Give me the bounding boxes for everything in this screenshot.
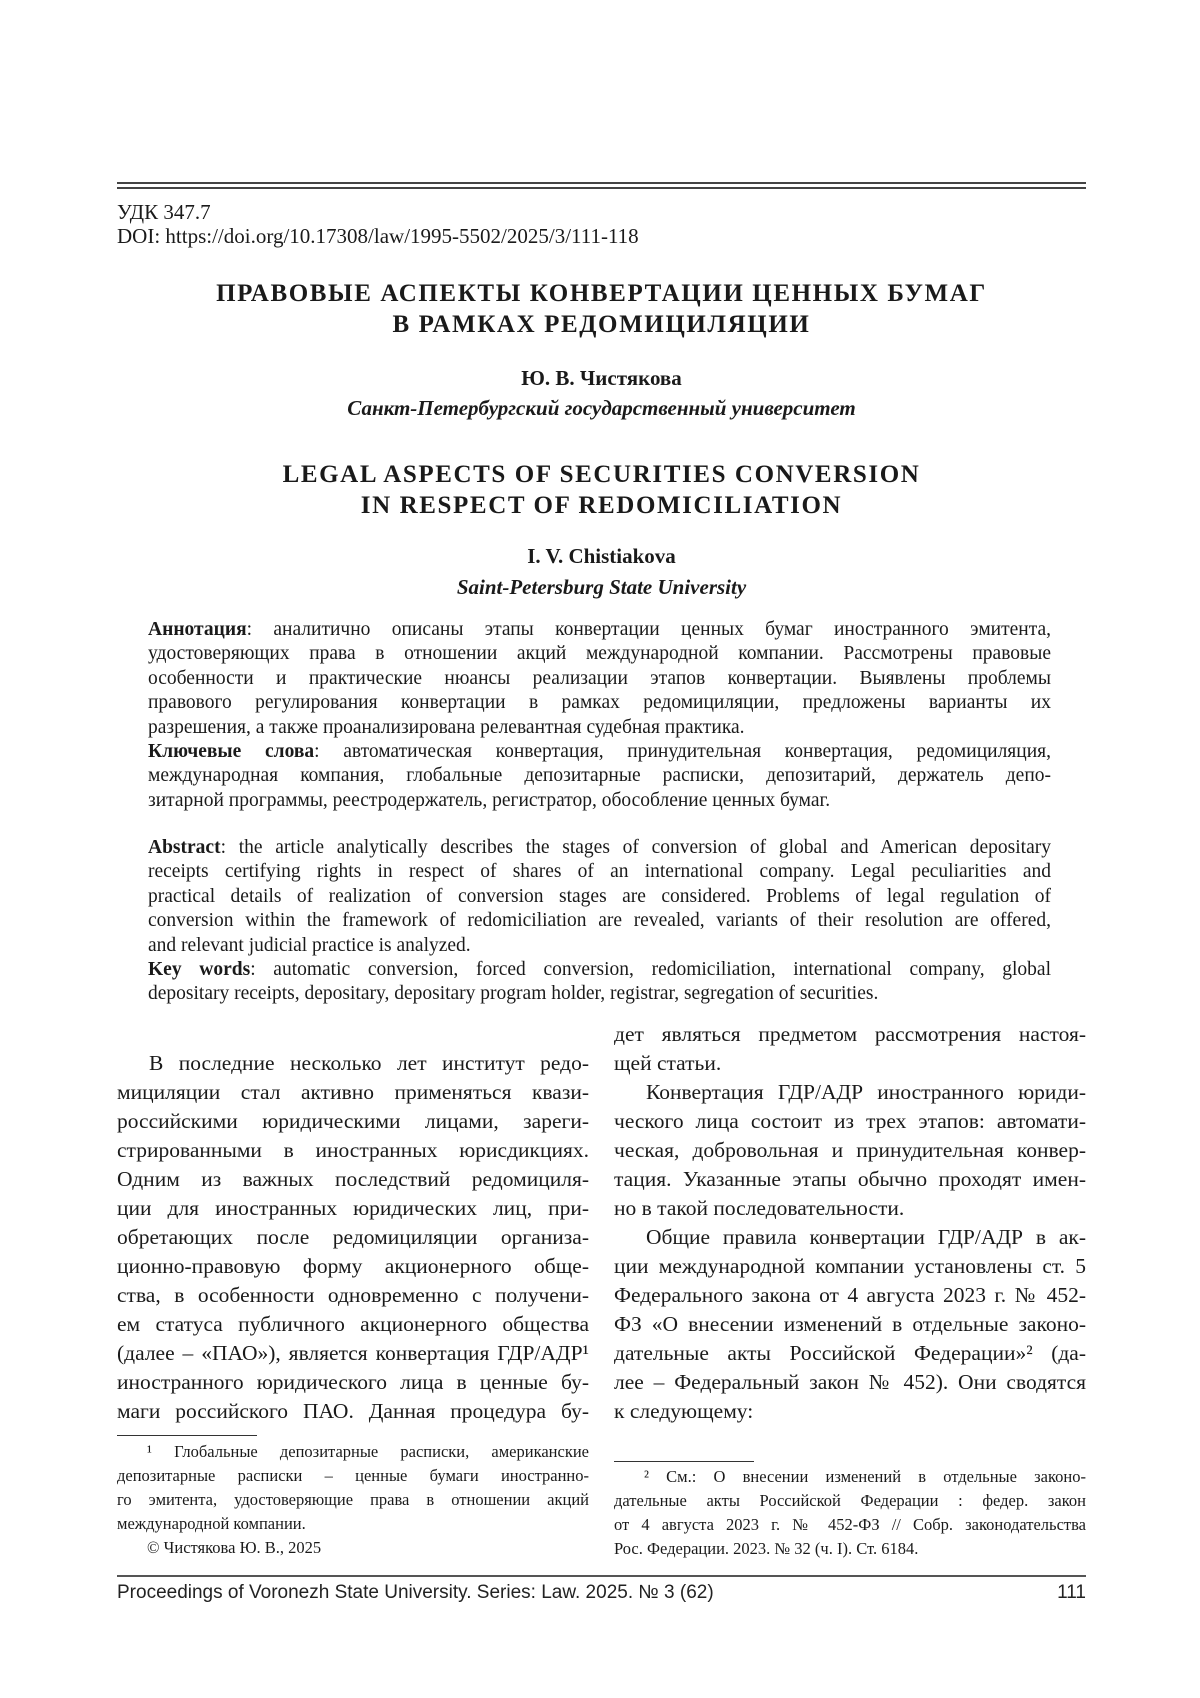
- line-text: удостоверяющих права в отношении акций международной компании. Рассмотрены правовые: [148, 643, 1051, 664]
- line-text: (далее – «ПАО»), является конвертация ГДР/АДР¹: [117, 1341, 589, 1365]
- text-line: [117, 1512, 589, 1536]
- line-text: дет являться предметом рассмотрения настоя-: [614, 1022, 1086, 1046]
- line-text: ФЗ «О внесении изменений в отдельные законо-: [614, 1312, 1086, 1336]
- text-line: [148, 836, 1051, 860]
- line-text: к следующему:: [614, 1399, 753, 1423]
- title-ru-line: ПРАВОВЫЕ АСПЕКТЫ КОНВЕРТАЦИИ ЦЕННЫХ БУМАГ: [117, 278, 1086, 309]
- text-line: [117, 1440, 589, 1464]
- line-text: : автоматическая конвертация, принудительная конвертация, редомициляция,: [314, 741, 1051, 762]
- line-text: международная компания, глобальные депозитарные расписки, депозитарий, держатель депо-: [148, 765, 1051, 786]
- text-line: [148, 860, 1051, 884]
- text-line: [614, 1107, 1086, 1136]
- title-en: [117, 459, 1086, 521]
- text-line: [148, 740, 1051, 764]
- line-text: маги российского ПАО. Данная процедура бу-: [117, 1399, 589, 1423]
- abstract-ru: [148, 618, 1051, 813]
- text-line: [148, 958, 1051, 982]
- text-line: [117, 1194, 589, 1223]
- text-line: [117, 1397, 589, 1426]
- text-line: [117, 1165, 589, 1194]
- line-text: : the article analytically describes the stages of conversion of global and American depositary: [221, 837, 1051, 858]
- line-text: ства, в особенности одновременно с получени-: [117, 1283, 589, 1307]
- line-text: ческого лица состоит из трех этапов: автомати-: [614, 1109, 1086, 1133]
- author-ru: Ю. В. Чистякова: [117, 366, 1086, 391]
- line-text: conversion within the framework of redomiciliation are revealed, variants of their resolution are offered,: [148, 910, 1051, 931]
- text-line: [148, 618, 1051, 642]
- line-text: обретающих после редомициляции организа-: [117, 1225, 589, 1249]
- text-line: [148, 691, 1051, 715]
- line-text: дательные акты Российской Федерации : федер. закон: [614, 1491, 1086, 1510]
- footnote-rule-right: [614, 1461, 754, 1462]
- line-text: зитарной программы, реестродержатель, регистратор, обособление ценных бумаг.: [148, 790, 830, 811]
- section-label: Ключевые слова: [148, 741, 314, 762]
- line-text: ¹ Глобальные депозитарные расписки, американские: [147, 1442, 589, 1461]
- text-line: [117, 1252, 589, 1281]
- title-ru: [117, 278, 1086, 340]
- footer-journal: Proceedings of Voronezh State University. Series: Law. 2025. № 3 (62): [117, 1582, 714, 1604]
- text-line: [148, 642, 1051, 666]
- text-line: [614, 1397, 1086, 1426]
- line-text: лее – Федеральный закон № 452). Они сводятся: [614, 1370, 1086, 1394]
- line-text: международной компании.: [117, 1514, 306, 1533]
- affiliation-ru: Санкт-Петербургский государственный университет: [117, 396, 1086, 421]
- udk-code: УДК 347.7: [117, 200, 211, 224]
- text-line: [117, 1339, 589, 1368]
- text-line: [148, 667, 1051, 691]
- text-line: [117, 1464, 589, 1488]
- line-text: разрешения, а также проанализирована релевантная судебная практика.: [148, 717, 745, 738]
- line-text: Конвертация ГДР/АДР иностранного юриди-: [646, 1080, 1086, 1104]
- text-line: [148, 789, 1051, 813]
- title-en-line: IN RESPECT OF REDOMICILIATION: [117, 490, 1086, 521]
- text-line: [117, 1107, 589, 1136]
- line-text: Одним из важных последствий редомициля-: [117, 1167, 589, 1191]
- text-line: [117, 1368, 589, 1397]
- line-text: ем статуса публичного акционерного общества: [117, 1312, 589, 1336]
- author-en: I. V. Chistiakova: [117, 544, 1086, 569]
- line-text: Общие правила конвертации ГДР/АДР в ак-: [646, 1225, 1086, 1249]
- line-text: : аналитично описаны этапы конвертации ценных бумаг иностранного эмитента,: [247, 619, 1051, 640]
- line-text: Рос. Федерации. 2023. № 32 (ч. I). Ст. 6184.: [614, 1539, 918, 1558]
- line-text: иностранного юридического лица в ценные бу-: [117, 1370, 589, 1394]
- line-text: ческая, добровольная и принудительная конвер-: [614, 1138, 1086, 1162]
- text-line: [117, 1223, 589, 1252]
- title-en-line: LEGAL ASPECTS OF SECURITIES CONVERSION: [117, 459, 1086, 490]
- text-line: [117, 1078, 589, 1107]
- text-line: [614, 1513, 1086, 1537]
- text-line: [148, 764, 1051, 788]
- text-line: [614, 1368, 1086, 1397]
- text-line: [614, 1537, 1086, 1561]
- text-line: [614, 1339, 1086, 1368]
- text-line: [117, 1536, 589, 1560]
- text-line: [614, 1281, 1086, 1310]
- line-text: ционно-правовую форму акционерного обще-: [117, 1254, 589, 1278]
- text-line: [614, 1489, 1086, 1513]
- affiliation-en: Saint-Petersburg State University: [117, 575, 1086, 600]
- text-line: [614, 1165, 1086, 1194]
- text-line: [614, 1194, 1086, 1223]
- line-text: ции международной компании установлены ст. 5: [614, 1254, 1086, 1278]
- abstract-en: [148, 836, 1051, 1007]
- section-label: Аннотация: [148, 619, 247, 640]
- text-line: [148, 885, 1051, 909]
- text-line: [614, 1252, 1086, 1281]
- line-text: ции для иностранных юридических лиц, при-: [117, 1196, 589, 1220]
- line-text: от 4 августа 2023 г. № 452-ФЗ // Собр. законодательства: [614, 1515, 1086, 1534]
- line-text: мициляции стал активно применяться квази-: [117, 1080, 589, 1104]
- text-line: [614, 1049, 1086, 1078]
- footer-rule: [117, 1575, 1086, 1577]
- line-text: practical details of realization of conversion stages are considered. Problems of legal regulation of: [148, 886, 1051, 907]
- body-column-right: [614, 1020, 1086, 1426]
- page-number: 111: [1057, 1582, 1086, 1604]
- line-text: Федерального закона от 4 августа 2023 г. № 452-: [614, 1283, 1086, 1307]
- line-text: депозитарные расписки – ценные бумаги иностранно-: [117, 1466, 589, 1485]
- text-line: [614, 1136, 1086, 1165]
- line-text: and relevant judicial practice is analyzed.: [148, 935, 471, 956]
- line-text: В последние несколько лет институт редо-: [149, 1051, 589, 1075]
- line-text: российскими юридическими лицами, зареги-: [117, 1109, 589, 1133]
- line-text: правового регулирования конвертации в рамках редомициляции, предложены варианты их: [148, 692, 1051, 713]
- text-line: [614, 1020, 1086, 1049]
- text-line: [117, 1310, 589, 1339]
- text-line: [148, 909, 1051, 933]
- line-text: но в такой последовательности.: [614, 1196, 904, 1220]
- text-line: [614, 1465, 1086, 1489]
- text-line: [148, 716, 1051, 740]
- line-text: depositary receipts, depositary, depositary program holder, registrar, segregation of securities.: [148, 983, 878, 1004]
- body-column-left: [117, 1049, 589, 1426]
- line-text: щей статьи.: [614, 1051, 721, 1075]
- line-text: дательные акты Российской Федерации»² (да-: [614, 1341, 1086, 1365]
- text-line: [148, 982, 1051, 1006]
- line-text: стрированными в иностранных юрисдикциях.: [117, 1138, 589, 1162]
- text-line: [148, 934, 1051, 958]
- text-line: [117, 1281, 589, 1310]
- section-label: Abstract: [148, 837, 221, 858]
- footnote-rule-left: [117, 1435, 257, 1436]
- line-text: ² См.: О внесении изменений в отдельные законо-: [644, 1467, 1086, 1486]
- footnote-right: [614, 1465, 1086, 1561]
- text-line: [117, 1049, 589, 1078]
- line-text: receipts certifying rights in respect of shares of an international company. Legal peculiarities and: [148, 861, 1051, 882]
- text-line: [614, 1078, 1086, 1107]
- footnote-left: [117, 1440, 589, 1560]
- text-line: [614, 1223, 1086, 1252]
- line-text: тация. Указанные этапы обычно проходят имен-: [614, 1167, 1086, 1191]
- text-line: [117, 1136, 589, 1165]
- header-double-rule: [117, 182, 1086, 189]
- section-label: Key words: [148, 959, 250, 980]
- text-line: [117, 1488, 589, 1512]
- doi-link[interactable]: DOI: https://doi.org/10.17308/law/1995-5502/2025/3/111-118: [117, 224, 639, 248]
- title-ru-line: В РАМКАХ РЕДОМИЦИЛЯЦИИ: [117, 309, 1086, 340]
- line-text: : automatic conversion, forced conversion, redomiciliation, international company, global: [250, 959, 1051, 980]
- text-line: [614, 1310, 1086, 1339]
- line-text: го эмитента, удостоверяющие права в отношении акций: [117, 1490, 589, 1509]
- line-text: © Чистякова Ю. В., 2025: [147, 1538, 321, 1557]
- line-text: особенности и практические нюансы реализации этапов конвертации. Выявлены проблемы: [148, 668, 1051, 689]
